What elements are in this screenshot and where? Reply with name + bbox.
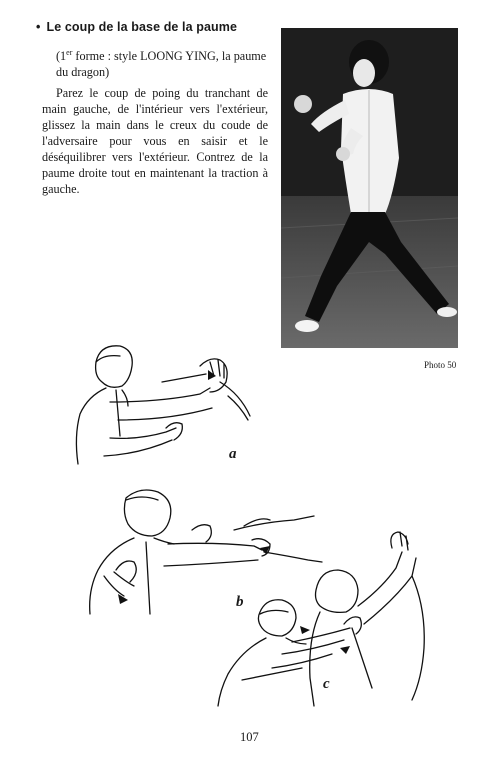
photo-caption: Photo 50 (424, 360, 457, 370)
subtitle-rest: forme : style LOONG YING, la paume du dragon) (56, 49, 267, 80)
style-subtitle (56, 45, 268, 80)
heading-title: Le coup de la base de la paume (46, 20, 238, 34)
section-heading (36, 20, 237, 34)
subtitle-prefix: (1 (56, 49, 67, 64)
subtitle-superscript: er (66, 48, 73, 57)
figure-label-a: a (229, 446, 237, 462)
heading-bullet: • (36, 20, 41, 34)
instruction-paragraph: Parez le coup de poing du tranchant de main gauche, de l'intérieur vers l'extérieur, glissez la main dans le creux du coude de l'adversaire pour vous en saisir et le déséquilibrer vers l'extérieur. Contrez de la paume droite tout en maintenant la traction à gauche. (42, 86, 268, 196)
photo-50 (281, 28, 458, 348)
figure-label-c: c (323, 676, 330, 692)
figure-label-b: b (236, 594, 244, 610)
page-number: 107 (240, 730, 259, 744)
